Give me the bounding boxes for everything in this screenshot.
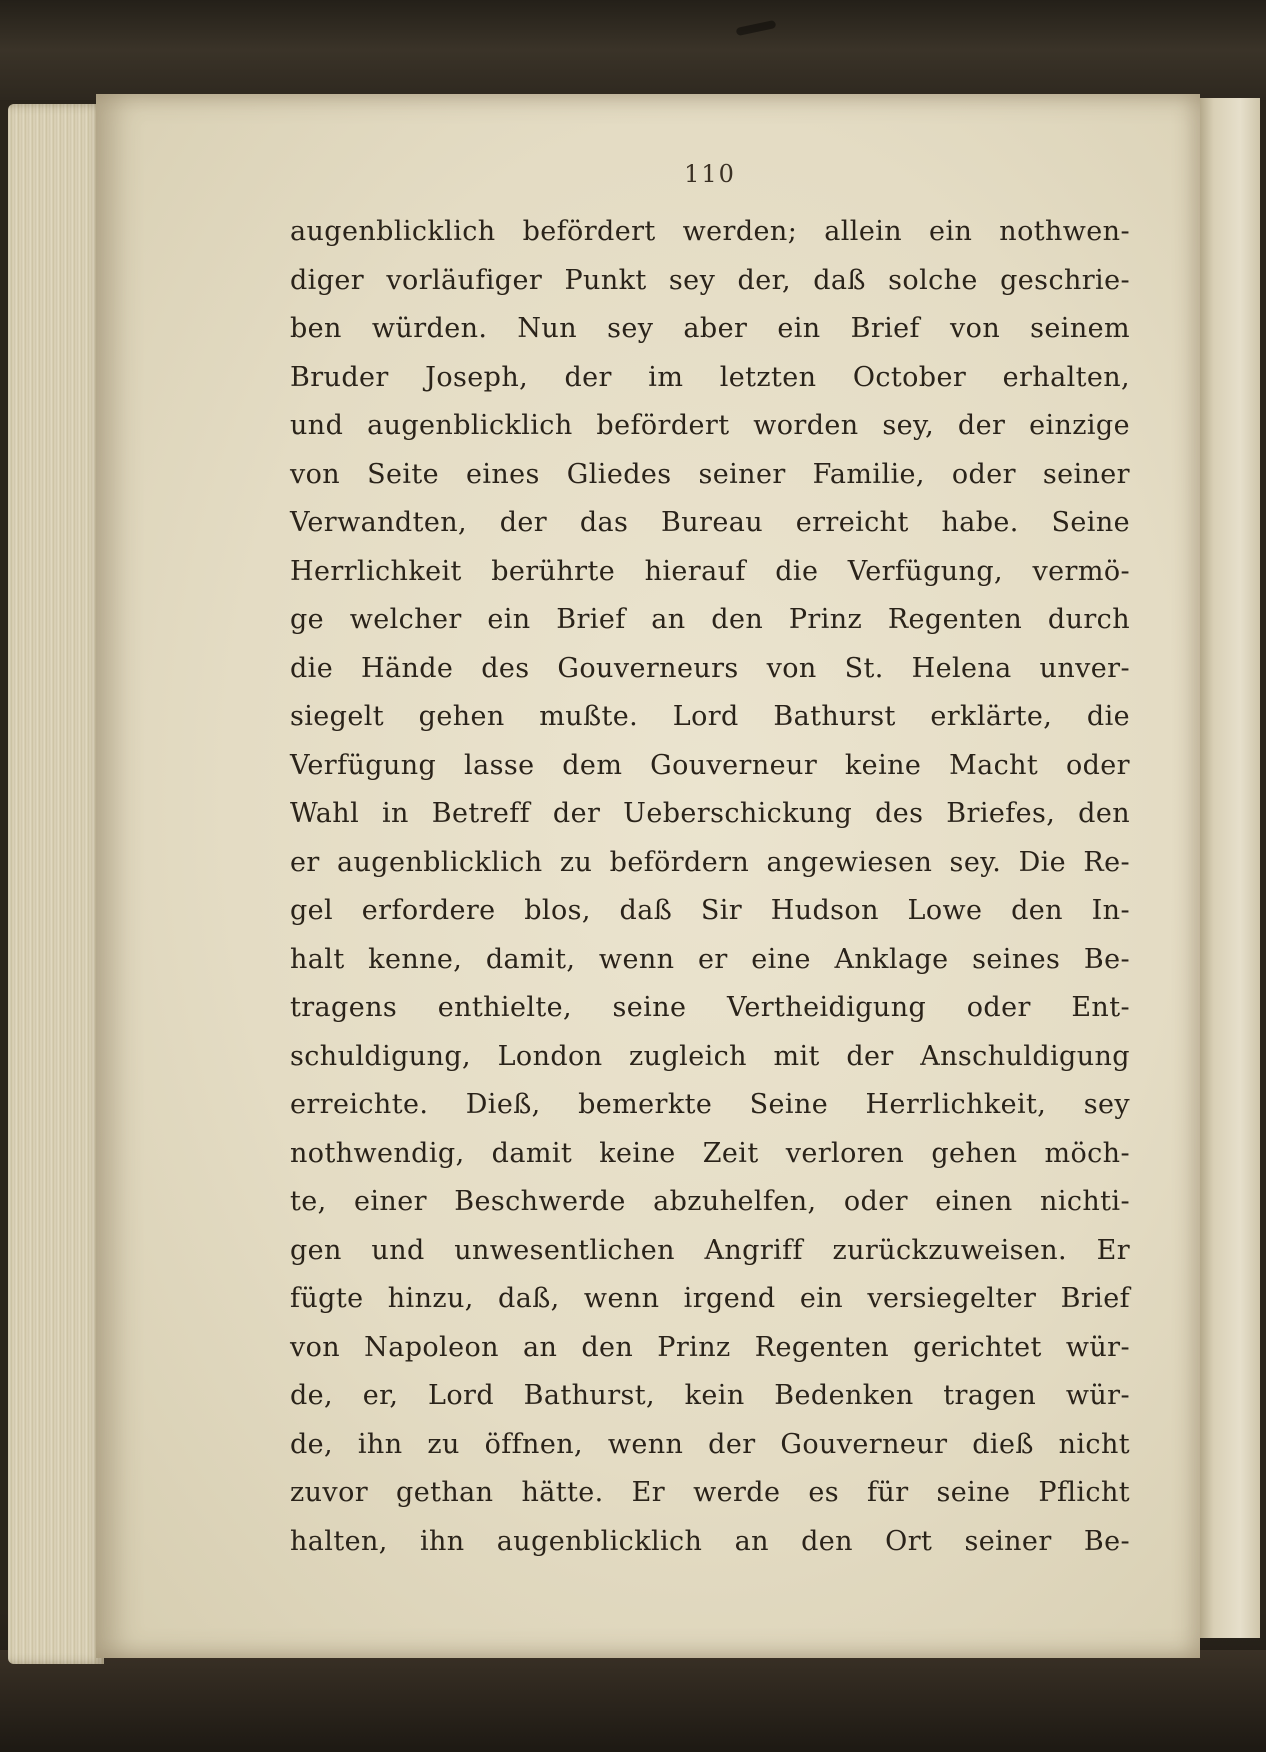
text-line: erreichte. Dieß, bemerkte Seine Herrlichkeit, sey <box>290 1089 1130 1120</box>
book-binding-bottom <box>0 1650 1266 1752</box>
text-line: halt kenne, damit, wenn er eine Anklage seines Be- <box>290 943 1130 975</box>
text-line: fügte hinzu, daß, wenn irgend ein versiegelter Brief <box>290 1283 1130 1314</box>
text-line: Herrlichkeit berührte hierauf die Verfügung, vermö- <box>290 555 1130 587</box>
text-line: ge welcher ein Brief an den Prinz Regenten durch <box>290 604 1130 635</box>
text-line: te, einer Beschwerde abzuhelfen, oder einen nichti- <box>290 1186 1130 1217</box>
text-line: Verfügung lasse dem Gouverneur keine Macht oder <box>290 749 1130 781</box>
text-line: gen und unwesentlichen Angriff zurückzuweisen. Er <box>290 1234 1130 1266</box>
text-line: de, ihn zu öffnen, wenn der Gouverneur dieß nicht <box>290 1428 1130 1460</box>
text-line: halten, ihn augenblicklich an den Ort seiner Be- <box>290 1525 1130 1557</box>
page-text <box>290 208 1130 1566</box>
text-line: siegelt gehen mußte. Lord Bathurst erklärte, die <box>290 701 1130 732</box>
text-line: Wahl in Betreff der Ueberschickung des Briefes, den <box>290 798 1130 829</box>
text-line: zuvor gethan hätte. Er werde es für seine Pflicht <box>290 1477 1130 1508</box>
text-line: Verwandten, der das Bureau erreicht habe. Seine <box>290 507 1130 538</box>
text-line: de, er, Lord Bathurst, kein Bedenken tragen wür- <box>290 1380 1130 1411</box>
text-line: Bruder Joseph, der im letzten October erhalten, <box>290 361 1130 393</box>
page-stack-edge <box>8 104 104 1664</box>
text-line: schuldigung, London zugleich mit der Anschuldigung <box>290 1040 1130 1072</box>
text-line: von Seite eines Gliedes seiner Familie, oder seiner <box>290 458 1130 490</box>
text-line: diger vorläufiger Punkt sey der, daß solche geschrie- <box>290 264 1130 296</box>
page-number: 110 <box>684 160 736 188</box>
facing-page-edge <box>1192 98 1260 1638</box>
book-binding-top <box>0 0 1266 100</box>
text-line: ben würden. Nun sey aber ein Brief von seinem <box>290 313 1130 344</box>
text-line: tragens enthielte, seine Vertheidigung oder Ent- <box>290 992 1130 1023</box>
text-line: und augenblicklich befördert worden sey, der einzige <box>290 410 1130 441</box>
text-line: nothwendig, damit keine Zeit verloren gehen möch- <box>290 1137 1130 1169</box>
text-line: er augenblicklich zu befördern angewiesen sey. Die Re- <box>290 846 1130 878</box>
text-line: die Hände des Gouverneurs von St. Helena unver- <box>290 652 1130 684</box>
text-line: gel erfordere blos, daß Sir Hudson Lowe den In- <box>290 895 1130 926</box>
text-line: augenblicklich befördert werden; allein ein nothwen- <box>290 216 1130 247</box>
text-line: von Napoleon an den Prinz Regenten gerichtet wür- <box>290 1331 1130 1363</box>
